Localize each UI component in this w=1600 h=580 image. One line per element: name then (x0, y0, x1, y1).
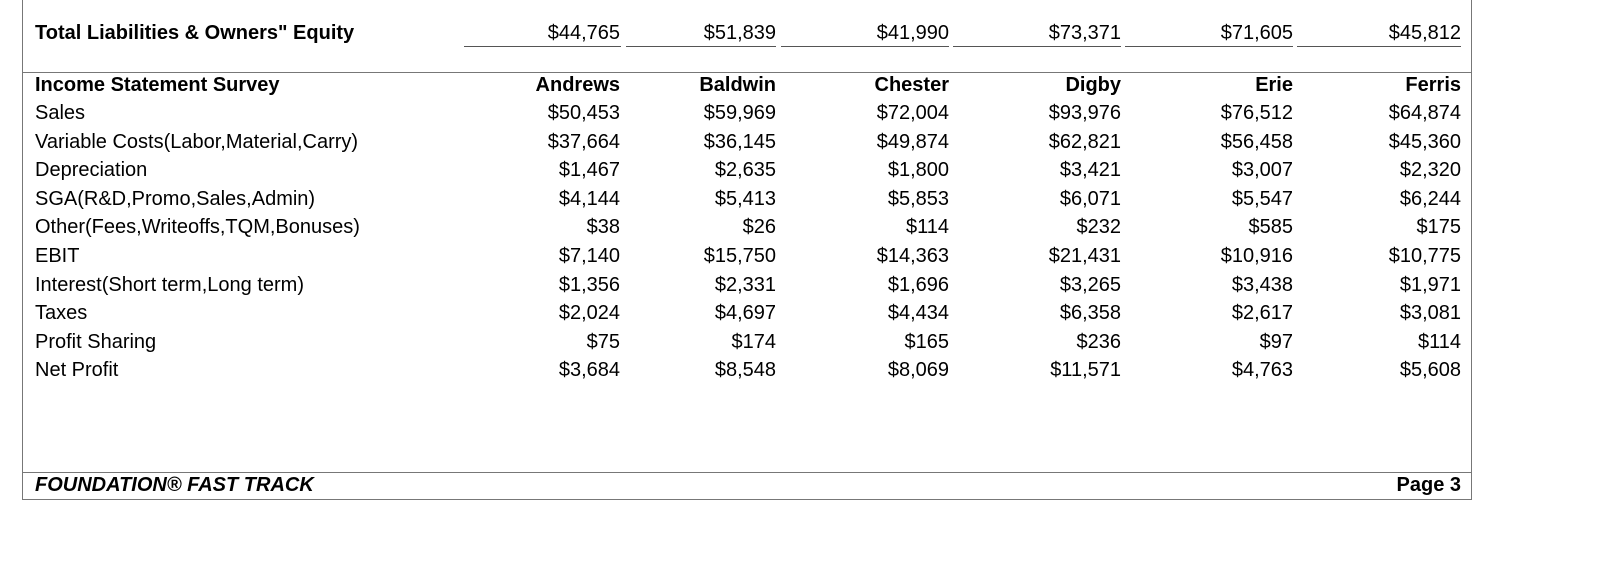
row-value-andrews: $7,140 (558, 245, 620, 267)
company-header-digby: Digby (1065, 74, 1121, 96)
total-value-digby: $73,371 (1048, 22, 1121, 44)
row-label: Sales (35, 102, 86, 124)
row-label: Profit Sharing (35, 331, 157, 353)
row-value-erie: $10,916 (1220, 245, 1293, 267)
row-value-erie: $585 (1248, 216, 1293, 238)
row-label: Interest(Short term,Long term) (35, 274, 304, 296)
row-value-digby: $3,265 (1059, 274, 1121, 296)
row-value-baldwin: $59,969 (703, 102, 776, 124)
row-value-ferris: $175 (1416, 216, 1461, 238)
row-value-baldwin: $2,635 (714, 159, 776, 181)
row-label: SGA(R&D,Promo,Sales,Admin) (35, 188, 316, 210)
company-header-andrews: Andrews (535, 74, 620, 96)
income-statement-title: Income Statement Survey (35, 74, 280, 96)
row-value-baldwin: $4,697 (714, 302, 776, 324)
company-header-erie: Erie (1255, 74, 1293, 96)
row-value-baldwin: $26 (742, 216, 776, 238)
row-label: EBIT (35, 245, 80, 267)
total-value-chester: $41,990 (876, 22, 949, 44)
row-value-erie: $3,438 (1231, 274, 1293, 296)
total-underline-ferris (1297, 46, 1461, 47)
row-value-erie: $2,617 (1231, 302, 1293, 324)
row-value-digby: $11,571 (1050, 359, 1121, 381)
total-underline-baldwin (626, 46, 776, 47)
row-value-chester: $4,434 (887, 302, 949, 324)
row-value-erie: $3,007 (1231, 159, 1293, 181)
row-value-digby: $6,071 (1059, 188, 1121, 210)
row-value-chester: $114 (905, 216, 949, 238)
row-value-chester: $49,874 (876, 131, 949, 153)
total-value-ferris: $45,812 (1388, 22, 1461, 44)
row-value-chester: $165 (904, 331, 949, 353)
total-underline-andrews (464, 46, 621, 47)
row-value-ferris: $6,244 (1399, 188, 1461, 210)
row-value-digby: $232 (1076, 216, 1121, 238)
row-value-andrews: $1,356 (558, 274, 620, 296)
row-value-andrews: $37,664 (547, 131, 620, 153)
row-value-digby: $3,421 (1059, 159, 1121, 181)
row-value-ferris: $5,608 (1399, 359, 1461, 381)
footer-divider (22, 472, 1472, 473)
row-value-digby: $93,976 (1048, 102, 1121, 124)
row-value-chester: $1,696 (887, 274, 949, 296)
row-value-ferris: $64,874 (1388, 102, 1461, 124)
row-value-andrews: $4,144 (558, 188, 620, 210)
row-value-baldwin: $15,750 (703, 245, 776, 267)
row-value-baldwin: $8,548 (714, 359, 776, 381)
total-underline-digby (953, 46, 1121, 47)
row-value-ferris: $3,081 (1399, 302, 1461, 324)
row-value-chester: $8,069 (887, 359, 949, 381)
row-value-erie: $4,763 (1231, 359, 1293, 381)
total-liabilities-label: Total Liabilities & Owners" Equity (35, 22, 355, 44)
company-header-ferris: Ferris (1405, 74, 1461, 96)
total-value-baldwin: $51,839 (703, 22, 776, 44)
row-value-erie: $56,458 (1220, 131, 1293, 153)
row-value-digby: $21,431 (1048, 245, 1121, 267)
row-value-chester: $1,800 (887, 159, 949, 181)
row-value-baldwin: $36,145 (703, 131, 776, 153)
total-value-andrews: $44,765 (547, 22, 620, 44)
total-underline-erie (1125, 46, 1293, 47)
row-label: Taxes (35, 302, 88, 324)
row-value-ferris: $45,360 (1388, 131, 1461, 153)
row-value-digby: $6,358 (1059, 302, 1121, 324)
row-value-baldwin: $5,413 (714, 188, 776, 210)
row-value-andrews: $2,024 (558, 302, 620, 324)
row-label: Net Profit (35, 359, 119, 381)
company-header-baldwin: Baldwin (699, 74, 776, 96)
footer-title: FOUNDATION® FAST TRACK (35, 474, 314, 496)
row-value-erie: $97 (1259, 331, 1293, 353)
row-value-baldwin: $2,331 (714, 274, 776, 296)
row-value-chester: $14,363 (876, 245, 949, 267)
row-value-andrews: $38 (586, 216, 620, 238)
row-label: Depreciation (35, 159, 148, 181)
row-value-digby: $236 (1076, 331, 1121, 353)
row-value-chester: $72,004 (876, 102, 949, 124)
page-number: Page 3 (1396, 474, 1461, 496)
row-value-andrews: $50,453 (547, 102, 620, 124)
row-value-chester: $5,853 (887, 188, 949, 210)
row-value-andrews: $3,684 (558, 359, 620, 381)
total-value-erie: $71,605 (1220, 22, 1293, 44)
row-value-erie: $76,512 (1220, 102, 1293, 124)
row-value-ferris: $2,320 (1399, 159, 1461, 181)
company-header-chester: Chester (874, 74, 949, 96)
row-value-baldwin: $174 (731, 331, 776, 353)
total-underline-chester (781, 46, 949, 47)
section-divider (22, 72, 1472, 73)
row-value-ferris: $114 (1417, 331, 1461, 353)
row-value-ferris: $10,775 (1388, 245, 1461, 267)
row-label: Other(Fees,Writeoffs,TQM,Bonuses) (35, 216, 360, 238)
row-value-digby: $62,821 (1048, 131, 1121, 153)
row-label: Variable Costs(Labor,Material,Carry) (35, 131, 359, 153)
row-value-erie: $5,547 (1231, 188, 1293, 210)
row-value-andrews: $75 (586, 331, 620, 353)
row-value-andrews: $1,467 (558, 159, 620, 181)
row-value-ferris: $1,971 (1399, 274, 1461, 296)
